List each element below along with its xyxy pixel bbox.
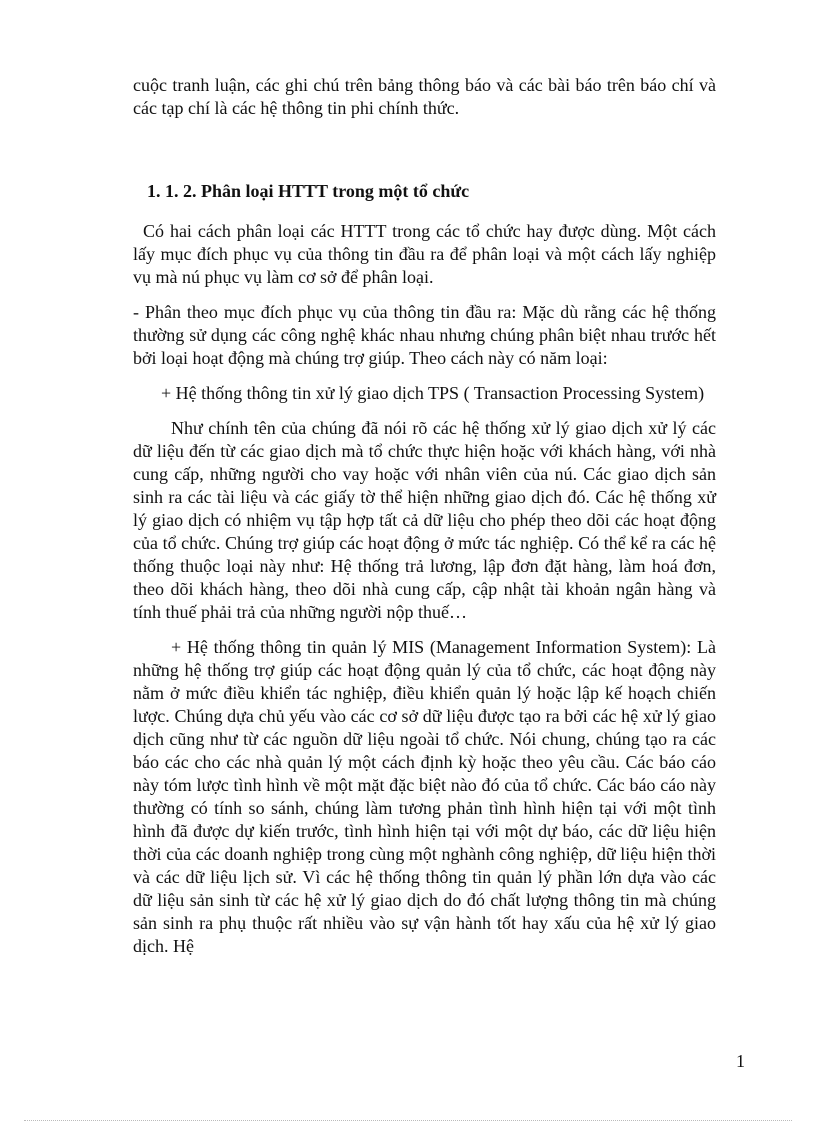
paragraph-purpose-classification: - Phân theo mục đích phục vụ của thông tin đầu ra: Mặc dù rằng các hệ thống thường sử dụng các công nghệ khác nhau nhưng chúng phân biệt nhau trước hết bởi loại hoạt động mà chúng trợ giúp. Theo cách này có năm loại: bbox=[133, 302, 716, 368]
section-heading: 1. 1. 2. Phân loại HTTT trong một tổ chức bbox=[147, 181, 470, 201]
paragraph-tps-title: + Hệ thống thông tin xử lý giao dịch TPS ( Transaction Processing System) bbox=[161, 383, 705, 403]
paragraph-tps-description: Như chính tên của chúng đã nói rõ các hệ thống xử lý giao dịch xử lý các dữ liệu đến từ các giao dịch mà tổ chức thực hiện hoặc với khách hàng, với nhà cung cấp, những người cho vay hoặc với nhân viên của nú. Các giao dịch sản sinh ra các tài liệu và các giấy tờ thể hiện những giao dịch đó. Các hệ thống xử lý giao dịch có nhiệm vụ tập hợp tất cả dữ liệu cho phép theo dõi các hoạt động của tổ chức. Chúng trợ giúp các hoạt động ở mức tác nghiệp. Có thể kể ra các hệ thống thuộc loại này như: Hệ thống trả lương, lập đơn đặt hàng, làm hoá đơn, theo dõi khách hàng, theo dõi nhà cung cấp, cập nhật tài khoản ngân hàng và tính thuế phải trả của những người nộp thuế… bbox=[133, 418, 716, 622]
paragraph-classification-overview: Có hai cách phân loại các HTTT trong các tổ chức hay được dùng. Một cách lấy mục đích phục vụ của thông tin đầu ra để phân loại và một cách lấy nghiệp vụ mà nú phục vụ làm cơ sở để phân loại. bbox=[133, 221, 716, 287]
intro-paragraph: cuộc tranh luận, các ghi chú trên bảng thông báo và các bài báo trên báo chí và các tạp chí là các hệ thông tin phi chính thức. bbox=[133, 75, 716, 118]
page-body bbox=[133, 74, 716, 958]
page-bottom-divider bbox=[24, 1120, 792, 1121]
paragraph-mis-description: + Hệ thống thông tin quản lý MIS (Management Information System): Là những hệ thống trợ giúp các hoạt động quản lý của tổ chức, các hoạt động này nằm ở mức điều khiển tác nghiệp, điều khiển quản lý hoặc lập kế hoạch chiến lược. Chúng dựa chủ yếu vào các cơ sở dữ liệu được tạo ra bởi các hệ xử lý giao dịch cũng như từ các nguồn dữ liệu ngoài tổ chức. Nói chung, chúng tạo ra các báo các cho các nhà quản lý một cách định kỳ hoặc theo yêu cầu. Các báo cáo này tóm lược tình hình về một mặt đặc biệt nào đó của tổ chức. Các báo cáo này thường có tính so sánh, chúng làm tương phản tình hình hiện tại với một tình hình đã được dự kiến trước, tình hình hiện tại với một dự báo, các dữ liệu hiện thời của các doanh nghiệp trong cùng một nghành công nghiệp, dữ liệu hiện thời và các dữ liệu lịch sử. Vì các hệ thống thông tin quản lý phần lớn dựa vào các dữ liệu sản sinh từ các hệ xử lý giao dịch do đó chất lượng thông tin mà chúng sản sinh ra phụ thuộc rất nhiều vào sự vận hành tốt hay xấu của hệ xử lý giao dịch. Hệ bbox=[133, 637, 716, 956]
page-number: 1 bbox=[736, 1051, 745, 1071]
